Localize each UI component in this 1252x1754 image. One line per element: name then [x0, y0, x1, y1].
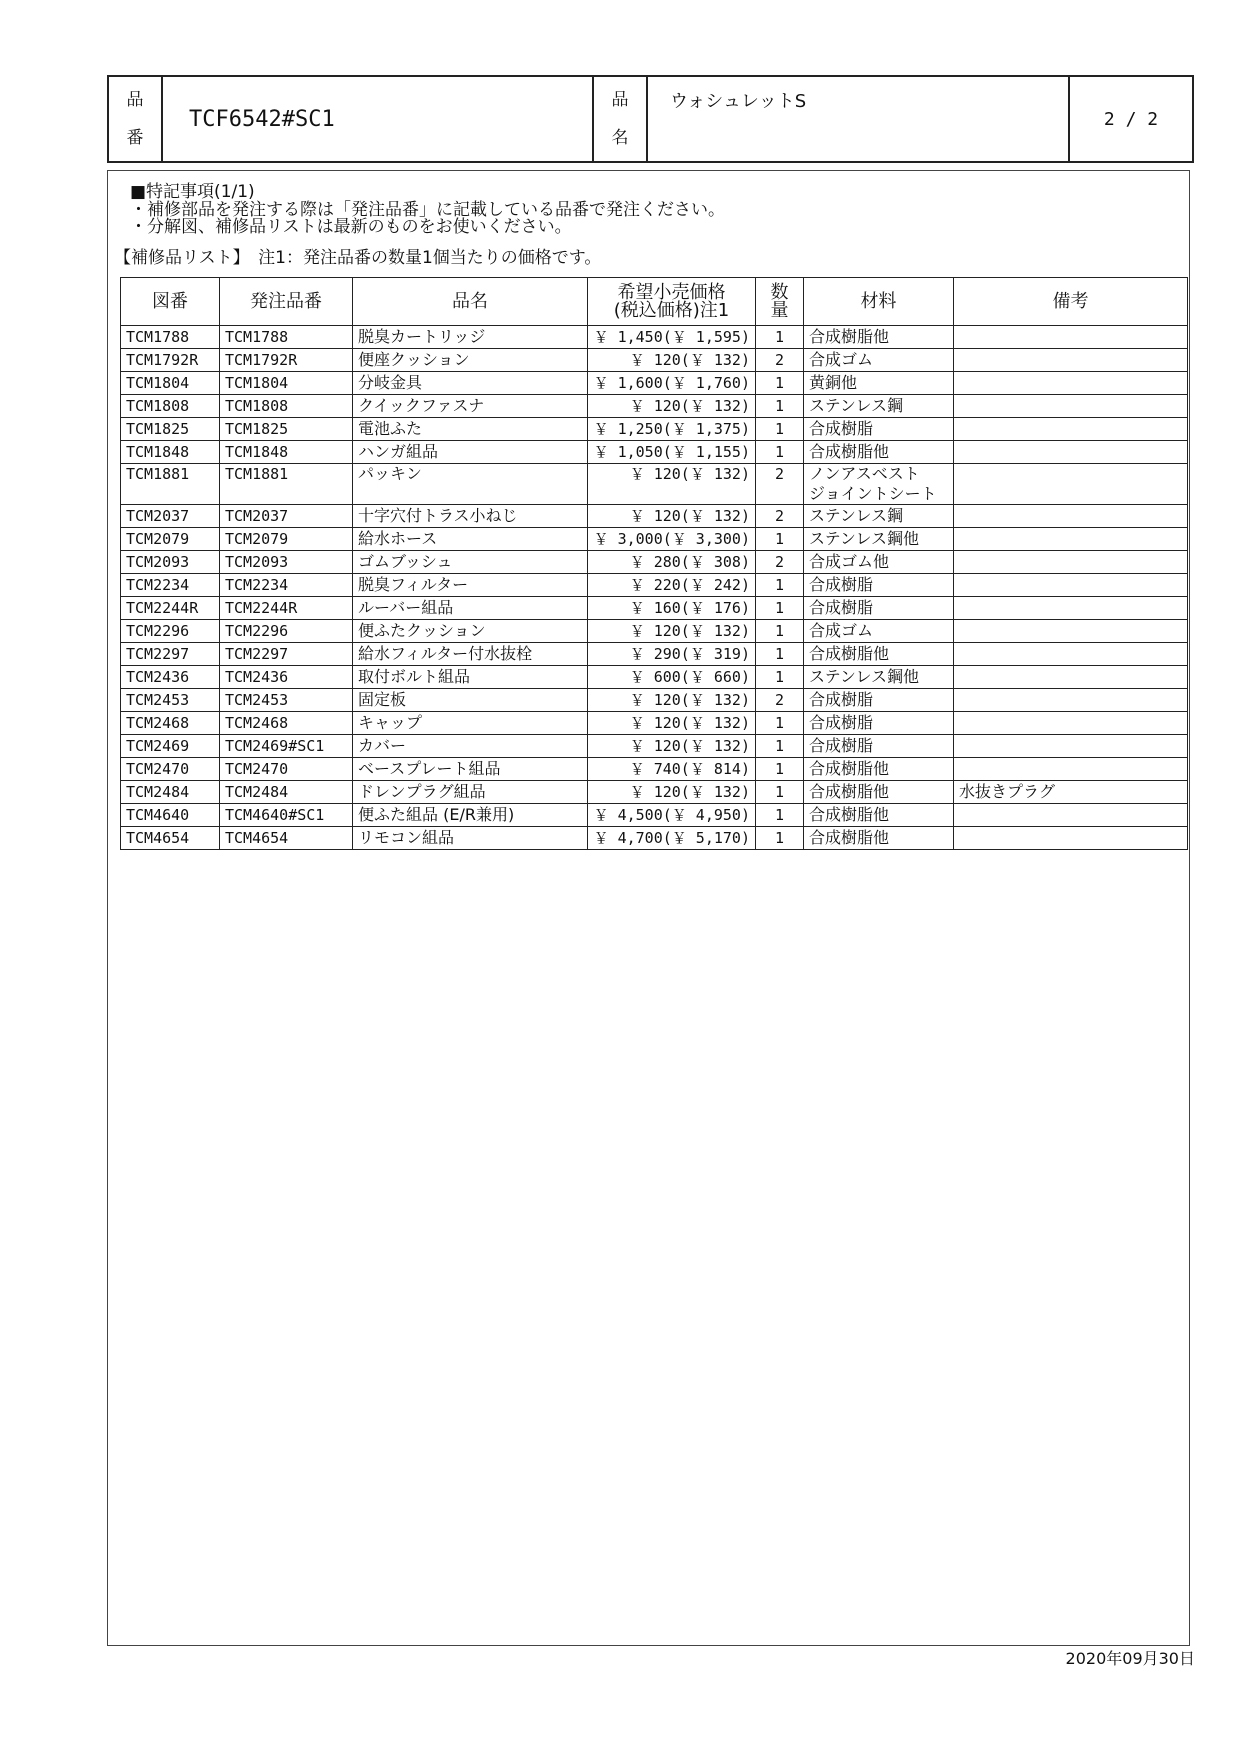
- cell-price: ￥ 1,600(￥ 1,760): [588, 372, 756, 395]
- cell-price: ￥ 220(￥ 242): [588, 574, 756, 597]
- cell-remarks: [954, 551, 1188, 574]
- cell-remarks: [954, 528, 1188, 551]
- cell-name: ベースプレート組品: [353, 758, 588, 781]
- cell-order-no: TCM1825: [220, 418, 353, 441]
- cell-remarks: 水抜きプラグ: [954, 781, 1188, 804]
- cell-price: ￥ 280(￥ 308): [588, 551, 756, 574]
- col-header-zuban: 図番: [121, 278, 220, 326]
- cell-name: クイックファスナ: [353, 395, 588, 418]
- cell-zuban: TCM1825: [121, 418, 220, 441]
- cell-name: 十字穴付トラス小ねじ: [353, 505, 588, 528]
- table-row: [121, 551, 1188, 574]
- cell-material: 合成樹脂他: [804, 326, 954, 349]
- cell-name: 便ふた組品 (E/R兼用): [353, 804, 588, 827]
- cell-price: ￥ 120(￥ 132): [588, 395, 756, 418]
- table-row: [121, 804, 1188, 827]
- cell-name: 分岐金具: [353, 372, 588, 395]
- table-row: [121, 712, 1188, 735]
- cell-price: ￥ 600(￥ 660): [588, 666, 756, 689]
- cell-material: 合成ゴム他: [804, 551, 954, 574]
- cell-remarks: [954, 505, 1188, 528]
- col-header-qty: 数 量: [756, 278, 804, 326]
- cell-order-no: TCM2436: [220, 666, 353, 689]
- cell-qty: 1: [756, 395, 804, 418]
- cell-qty: 2: [756, 349, 804, 372]
- cell-order-no: TCM1848: [220, 441, 353, 464]
- cell-material: 合成樹脂: [804, 689, 954, 712]
- cell-material: ノンアスベスト ジョイントシート: [804, 464, 954, 505]
- col-header-remarks: 備考: [954, 278, 1188, 326]
- cell-name: ハンガ組品: [353, 441, 588, 464]
- cell-qty: 1: [756, 643, 804, 666]
- table-row: [121, 326, 1188, 349]
- cell-zuban: TCM2244R: [121, 597, 220, 620]
- cell-remarks: [954, 758, 1188, 781]
- cell-material: 合成樹脂他: [804, 781, 954, 804]
- cell-name: 給水ホース: [353, 528, 588, 551]
- note-line: ・補修部品を発注する際は「発注品番」に記載している品番で発注ください。: [130, 199, 725, 220]
- list-title: 【補修品リスト】 注1：発注品番の数量1個当たりの価格です。: [114, 248, 602, 268]
- cell-qty: 1: [756, 372, 804, 395]
- table-row: [121, 666, 1188, 689]
- header-table: [107, 75, 1194, 163]
- cell-material: ステンレス鋼: [804, 395, 954, 418]
- cell-zuban: TCM2436: [121, 666, 220, 689]
- cell-qty: 1: [756, 574, 804, 597]
- cell-qty: 1: [756, 781, 804, 804]
- cell-price: ￥ 120(￥ 132): [588, 712, 756, 735]
- cell-qty: 1: [756, 418, 804, 441]
- cell-price: ￥ 120(￥ 132): [588, 781, 756, 804]
- cell-qty: 1: [756, 735, 804, 758]
- table-row: [121, 505, 1188, 528]
- cell-zuban: TCM2037: [121, 505, 220, 528]
- cell-qty: 1: [756, 666, 804, 689]
- cell-name: 脱臭カートリッジ: [353, 326, 588, 349]
- cell-material: 合成樹脂: [804, 418, 954, 441]
- cell-order-no: TCM2234: [220, 574, 353, 597]
- cell-order-no: TCM4640#SC1: [220, 804, 353, 827]
- cell-name: 便ふたクッション: [353, 620, 588, 643]
- cell-order-no: TCM4654: [220, 827, 353, 850]
- footer-date: 2020年09月30日: [1065, 1649, 1195, 1668]
- cell-price: ￥ 1,050(￥ 1,155): [588, 441, 756, 464]
- cell-material: 合成樹脂他: [804, 643, 954, 666]
- cell-price: ￥ 120(￥ 132): [588, 464, 756, 505]
- cell-remarks: [954, 620, 1188, 643]
- cell-order-no: TCM2470: [220, 758, 353, 781]
- cell-material: 合成ゴム: [804, 349, 954, 372]
- cell-zuban: TCM2297: [121, 643, 220, 666]
- cell-name: 電池ふた: [353, 418, 588, 441]
- table-row: [121, 528, 1188, 551]
- cell-qty: 1: [756, 441, 804, 464]
- cell-qty: 1: [756, 827, 804, 850]
- cell-zuban: TCM2079: [121, 528, 220, 551]
- cell-price: ￥ 290(￥ 319): [588, 643, 756, 666]
- cell-material: ステンレス鋼: [804, 505, 954, 528]
- cell-price: ￥ 120(￥ 132): [588, 735, 756, 758]
- cell-price: ￥ 120(￥ 132): [588, 689, 756, 712]
- cell-qty: 1: [756, 712, 804, 735]
- cell-zuban: TCM2468: [121, 712, 220, 735]
- cell-remarks: [954, 735, 1188, 758]
- cell-remarks: [954, 574, 1188, 597]
- cell-zuban: TCM2093: [121, 551, 220, 574]
- cell-remarks: [954, 372, 1188, 395]
- table-row: [121, 418, 1188, 441]
- cell-zuban: TCM4640: [121, 804, 220, 827]
- cell-zuban: TCM1792R: [121, 349, 220, 372]
- cell-price: ￥ 120(￥ 132): [588, 505, 756, 528]
- cell-order-no: TCM2079: [220, 528, 353, 551]
- cell-remarks: [954, 804, 1188, 827]
- cell-order-no: TCM2037: [220, 505, 353, 528]
- table-row: [121, 758, 1188, 781]
- cell-material: 合成樹脂他: [804, 441, 954, 464]
- cell-material: 合成樹脂: [804, 597, 954, 620]
- cell-order-no: TCM1881: [220, 464, 353, 505]
- cell-material: ステンレス鋼他: [804, 666, 954, 689]
- table-row: [121, 643, 1188, 666]
- table-row: [121, 395, 1188, 418]
- cell-zuban: TCM2470: [121, 758, 220, 781]
- table-row: [121, 827, 1188, 850]
- cell-zuban: TCM4654: [121, 827, 220, 850]
- cell-name: ゴムブッシュ: [353, 551, 588, 574]
- cell-zuban: TCM2469: [121, 735, 220, 758]
- table-row: [121, 597, 1188, 620]
- cell-zuban: TCM2484: [121, 781, 220, 804]
- cell-qty: 2: [756, 464, 804, 505]
- table-header-row: [121, 278, 1188, 326]
- cell-zuban: TCM1788: [121, 326, 220, 349]
- table-row: [121, 689, 1188, 712]
- cell-price: ￥ 1,250(￥ 1,375): [588, 418, 756, 441]
- cell-order-no: TCM2484: [220, 781, 353, 804]
- cell-name: パッキン: [353, 464, 588, 505]
- cell-zuban: TCM1804: [121, 372, 220, 395]
- table-row: [121, 781, 1188, 804]
- cell-price: ￥ 740(￥ 814): [588, 758, 756, 781]
- cell-name: リモコン組品: [353, 827, 588, 850]
- cell-remarks: [954, 464, 1188, 505]
- cell-zuban: TCM2453: [121, 689, 220, 712]
- cell-price: ￥ 3,000(￥ 3,300): [588, 528, 756, 551]
- cell-material: 黄銅他: [804, 372, 954, 395]
- cell-price: ￥ 120(￥ 132): [588, 349, 756, 372]
- cell-remarks: [954, 597, 1188, 620]
- cell-zuban: TCM1848: [121, 441, 220, 464]
- cell-remarks: [954, 827, 1188, 850]
- page-number: 2 / 2: [1069, 76, 1193, 162]
- table-row: [121, 735, 1188, 758]
- col-header-price: 希望小売価格 (税込価格)注1: [588, 278, 756, 326]
- table-row: [121, 620, 1188, 643]
- cell-order-no: TCM2468: [220, 712, 353, 735]
- cell-order-no: TCM2244R: [220, 597, 353, 620]
- cell-zuban: TCM2234: [121, 574, 220, 597]
- cell-price: ￥ 160(￥ 176): [588, 597, 756, 620]
- cell-order-no: TCM1808: [220, 395, 353, 418]
- cell-material: 合成樹脂他: [804, 827, 954, 850]
- cell-qty: 1: [756, 528, 804, 551]
- cell-zuban: TCM2296: [121, 620, 220, 643]
- cell-material: ステンレス鋼他: [804, 528, 954, 551]
- cell-qty: 1: [756, 620, 804, 643]
- table-row: [121, 574, 1188, 597]
- cell-price: ￥ 120(￥ 132): [588, 620, 756, 643]
- cell-qty: 1: [756, 758, 804, 781]
- cell-remarks: [954, 689, 1188, 712]
- hinmei-label: 品 名: [593, 76, 647, 162]
- cell-name: 便座クッション: [353, 349, 588, 372]
- parts-table-body: [121, 326, 1188, 850]
- cell-name: 給水フィルター付水抜栓: [353, 643, 588, 666]
- cell-remarks: [954, 418, 1188, 441]
- cell-qty: 1: [756, 326, 804, 349]
- cell-order-no: TCM2296: [220, 620, 353, 643]
- col-header-name: 品名: [353, 278, 588, 326]
- cell-name: 脱臭フィルター: [353, 574, 588, 597]
- cell-order-no: TCM2469#SC1: [220, 735, 353, 758]
- table-row: [121, 464, 1188, 505]
- table-row: [121, 441, 1188, 464]
- cell-qty: 1: [756, 597, 804, 620]
- cell-price: ￥ 1,450(￥ 1,595): [588, 326, 756, 349]
- cell-remarks: [954, 326, 1188, 349]
- cell-name: ドレンプラグ組品: [353, 781, 588, 804]
- cell-price: ￥ 4,700(￥ 5,170): [588, 827, 756, 850]
- cell-order-no: TCM2453: [220, 689, 353, 712]
- cell-remarks: [954, 349, 1188, 372]
- cell-qty: 2: [756, 551, 804, 574]
- cell-material: 合成樹脂: [804, 735, 954, 758]
- cell-remarks: [954, 712, 1188, 735]
- cell-material: 合成樹脂他: [804, 804, 954, 827]
- col-header-material: 材料: [804, 278, 954, 326]
- cell-remarks: [954, 643, 1188, 666]
- cell-order-no: TCM2297: [220, 643, 353, 666]
- cell-remarks: [954, 395, 1188, 418]
- cell-qty: 1: [756, 804, 804, 827]
- parts-table: [120, 277, 1188, 850]
- cell-order-no: TCM1792R: [220, 349, 353, 372]
- cell-order-no: TCM1788: [220, 326, 353, 349]
- cell-name: 固定板: [353, 689, 588, 712]
- special-notes: [130, 184, 725, 237]
- main-box: [107, 170, 1190, 1646]
- cell-remarks: [954, 666, 1188, 689]
- cell-remarks: [954, 441, 1188, 464]
- cell-price: ￥ 4,500(￥ 4,950): [588, 804, 756, 827]
- cell-name: 取付ボルト組品: [353, 666, 588, 689]
- cell-zuban: TCM1808: [121, 395, 220, 418]
- cell-zuban: TCM1881: [121, 464, 220, 505]
- cell-order-no: TCM1804: [220, 372, 353, 395]
- cell-material: 合成樹脂: [804, 712, 954, 735]
- note-line: ・分解図、補修品リストは最新のものをお使いください。: [130, 217, 572, 237]
- cell-material: 合成樹脂: [804, 574, 954, 597]
- table-row: [121, 372, 1188, 395]
- cell-qty: 2: [756, 689, 804, 712]
- hinmei-value: ウォシュレットS: [647, 76, 1069, 162]
- cell-name: カバー: [353, 735, 588, 758]
- cell-order-no: TCM2093: [220, 551, 353, 574]
- cell-material: 合成ゴム: [804, 620, 954, 643]
- cell-material: 合成樹脂他: [804, 758, 954, 781]
- cell-name: ルーバー組品: [353, 597, 588, 620]
- hinban-label: 品 番: [108, 76, 162, 162]
- hinban-value: TCF6542#SC1: [162, 76, 593, 162]
- cell-qty: 2: [756, 505, 804, 528]
- cell-name: キャップ: [353, 712, 588, 735]
- col-header-order-no: 発注品番: [220, 278, 353, 326]
- notes-heading: ■特記事項(1/1): [130, 182, 255, 202]
- table-row: [121, 349, 1188, 372]
